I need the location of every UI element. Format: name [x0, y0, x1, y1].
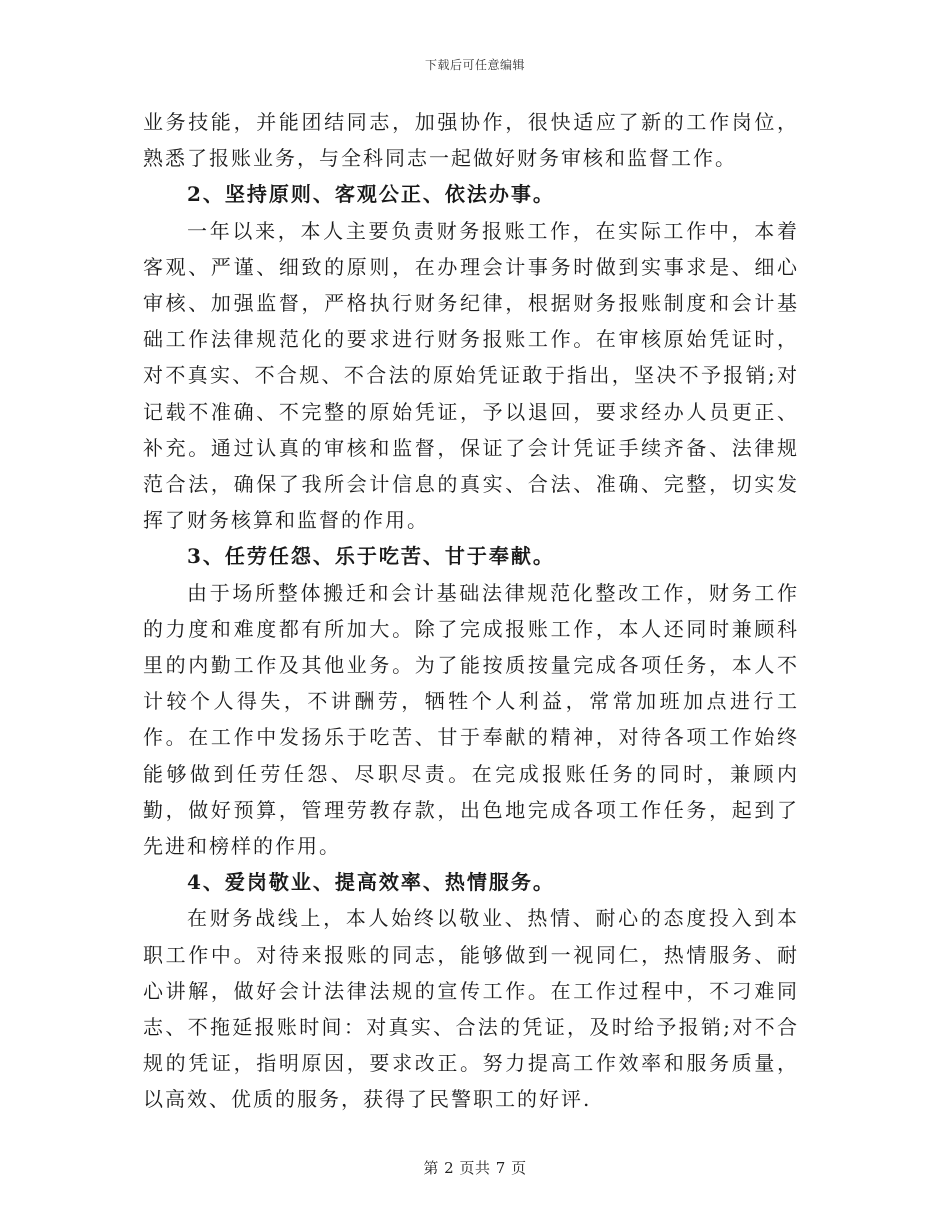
section-paragraph-3: 由于场所整体搬迁和会计基础法律规范化整改工作，财务工作的力度和难度都有所加大。除了完成报账工作，本人还同时兼顾科里的内勤工作及其他业务。为了能按质按量完成各项任务，本人不计较个人得失，不讲酬劳，牺牲个人利益，常常加班加点进行工作。在工作中发扬乐于吃苦、甘于奉献的精神，对待各项工作始终能够做到任劳任怨、尽职尽责。在完成报账任务的同时，兼顾内勤，做好预算，管理劳教存款，出色地完成各项工作任务，起到了先进和榜样的作用。 — [143, 580, 799, 859]
document-body — [143, 104, 799, 1118]
page-footer: 第 2 页共 7 页 — [423, 1159, 527, 1177]
section-paragraph-4: 在财务战线上，本人始终以敬业、热情、耐心的态度投入到本职工作中。对待来报账的同志，能够做到一视同仁，热情服务、耐心讲解，做好会计法律法规的宣传工作。在工作过程中，不刁难同志、不拖延报账时间：对真实、合法的凭证，及时给予报销;对不合规的凭证，指明原因，要求改正。努力提高工作效率和服务质量，以高效、优质的服务，获得了民警职工的好评. — [143, 906, 799, 1112]
body-paragraph-continued: 业务技能，并能团结同志，加强协作，很快适应了新的工作岗位，熟悉了报账业务，与全科同志一起做好财务审核和监督工作。 — [143, 110, 799, 171]
section-heading-4: 4、爱岗敬业、提高效率、热情服务。 — [187, 870, 555, 895]
section-paragraph-2: 一年以来，本人主要负责财务报账工作，在实际工作中，本着客观、严谨、细致的原则，在办理会计事务时做到实事求是、细心审核、加强监督，严格执行财务纪律，根据财务报账制度和会计基础工作法律规范化的要求进行财务报账工作。在审核原始凭证时，对不真实、不合规、不合法的原始凭证敢于指出，坚决不予报销;对记载不准确、不完整的原始凭证，予以退回，要求经办人员更正、补充。通过认真的审核和监督，保证了会计凭证手续齐备、法律规范合法，确保了我所会计信息的真实、合法、准确、完整，切实发挥了财务核算和监督的作用。 — [143, 218, 799, 533]
section-heading-3: 3、任劳任怨、乐于吃苦、甘于奉献。 — [187, 544, 555, 569]
page-header: 下载后可任意编辑 — [424, 58, 525, 72]
section-heading-2: 2、坚持原则、客观公正、依法办事。 — [187, 182, 555, 207]
